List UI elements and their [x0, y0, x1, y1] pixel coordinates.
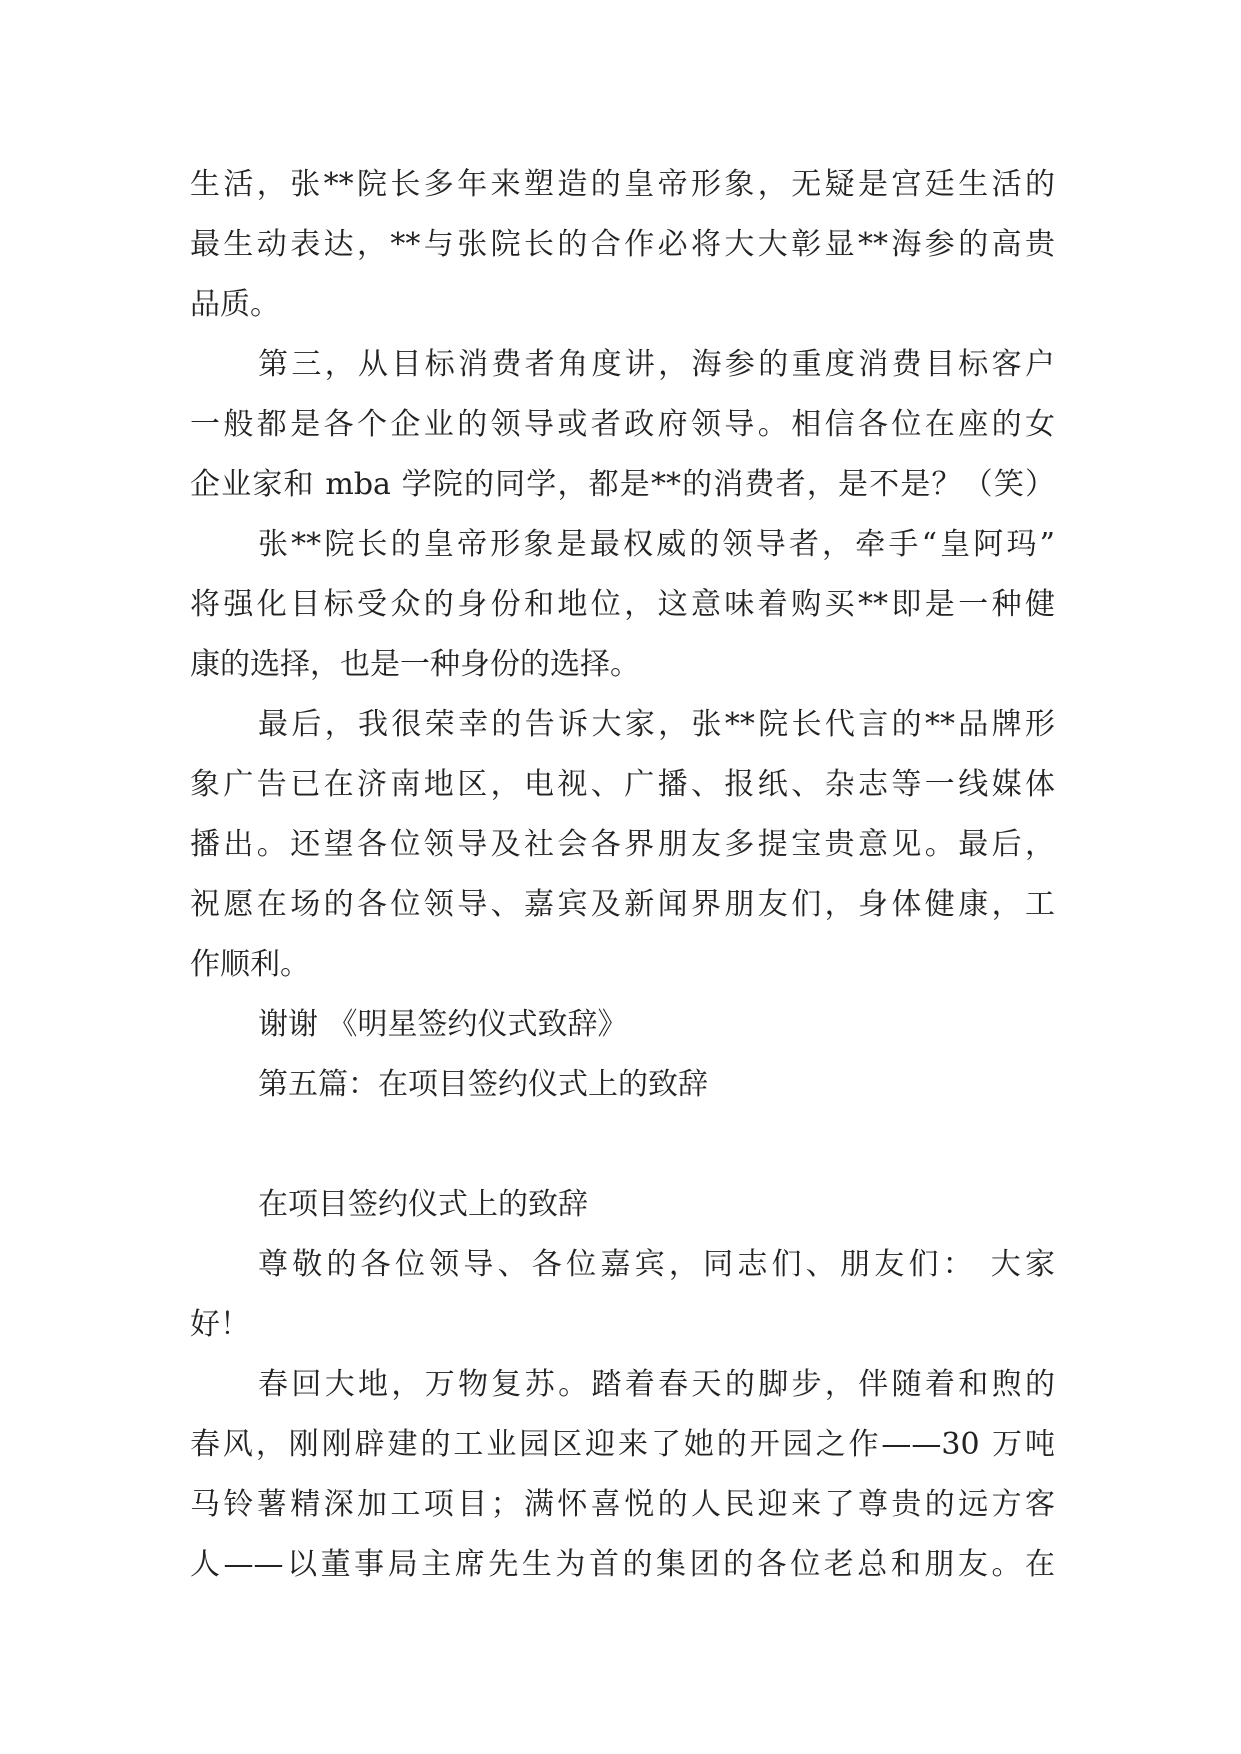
speech-title: 在项目签约仪式上的致辞 [258, 1187, 588, 1222]
text-line: 企业家和 mba 学院的同学，都是**的消费者，是不是？（笑） [190, 467, 1055, 502]
text-line: 春风，刚刚辟建的工业园区迎来了她的开园之作——30 万吨 [190, 1427, 1055, 1462]
text-line: 人——以董事局主席先生为首的集团的各位老总和朋友。在 [190, 1547, 1055, 1582]
text-line: 谢谢 《明星签约仪式致辞》 [258, 1007, 628, 1042]
text-line: 最生动表达，**与张院长的合作必将大大彰显**海参的高贵 [190, 227, 1055, 262]
text-line: 作顺利。 [190, 947, 310, 982]
text-line: 生活，张**院长多年来塑造的皇帝形象，无疑是宫廷生活的 [190, 167, 1055, 202]
text-line: 品质。 [190, 287, 280, 322]
section-heading: 第五篇：在项目签约仪式上的致辞 [258, 1067, 708, 1102]
text-line: 一般都是各个企业的领导或者政府领导。相信各位在座的女 [190, 407, 1055, 442]
text-line: 康的选择，也是一种身份的选择。 [190, 647, 640, 682]
text-line: 最后，我很荣幸的告诉大家，张**院长代言的**品牌形 [258, 707, 1055, 742]
text-line: 马铃薯精深加工项目；满怀喜悦的人民迎来了尊贵的远方客 [190, 1487, 1055, 1522]
text-line: 好！ [190, 1307, 250, 1342]
text-line: 播出。还望各位领导及社会各界朋友多提宝贵意见。最后， [190, 827, 1055, 862]
text-line: 将强化目标受众的身份和地位，这意味着购买**即是一种健 [190, 587, 1055, 622]
text-line: 张**院长的皇帝形象是最权威的领导者，牵手“皇阿玛” [258, 527, 1055, 562]
text-line: 第三，从目标消费者角度讲，海参的重度消费目标客户 [258, 347, 1055, 382]
text-line: 尊敬的各位领导、各位嘉宾，同志们、朋友们： 大家 [258, 1247, 1055, 1282]
text-line: 春回大地，万物复苏。踏着春天的脚步，伴随着和煦的 [258, 1367, 1055, 1402]
text-line: 祝愿在场的各位领导、嘉宾及新闻界朋友们，身体健康，工 [190, 887, 1055, 922]
text-line: 象广告已在济南地区，电视、广播、报纸、杂志等一线媒体 [190, 767, 1055, 802]
